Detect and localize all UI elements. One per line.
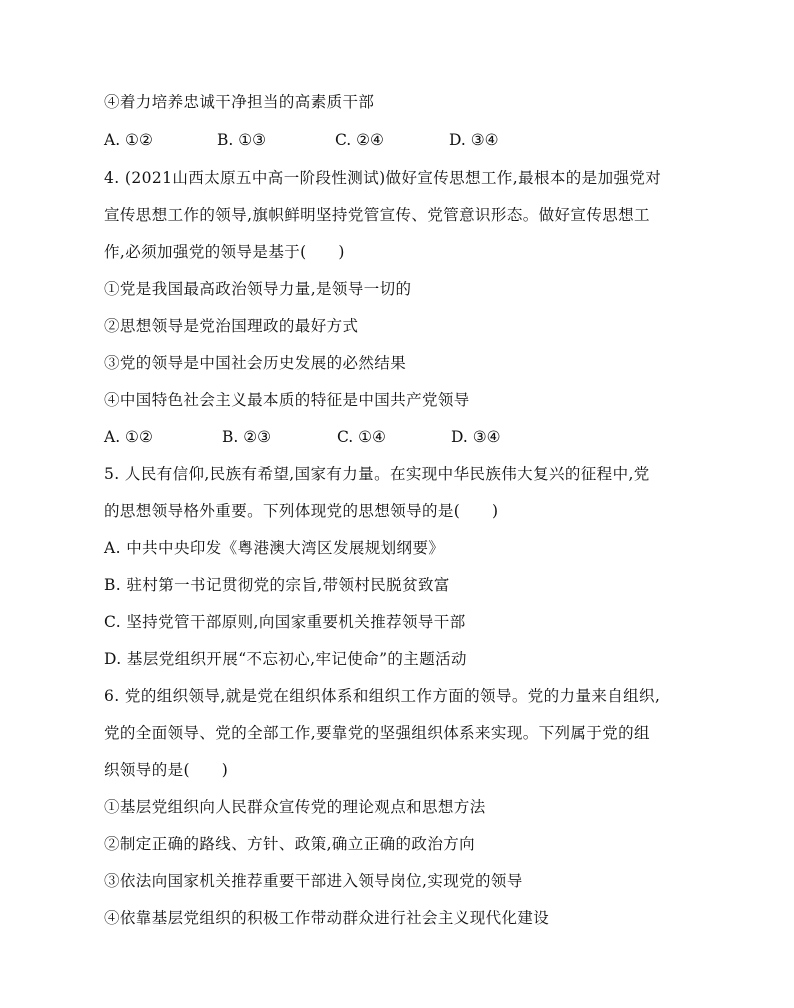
q6-item-4: ④依靠基层党组织的积极工作带动群众进行社会主义现代化建设 <box>104 909 550 927</box>
q6-stem-line-2: 党的全面领导、党的全部工作,要靠党的坚强组织体系来实现。下列属于党的组 <box>104 724 650 742</box>
q4-item-1: ①党是我国最高政治领导力量,是领导一切的 <box>104 280 412 298</box>
q5-choice-c: C. 坚持党管干部原则,向国家重要机关推荐领导干部 <box>104 613 466 631</box>
q4-option-b: B. ②③ <box>222 428 272 446</box>
q4-stem-line-1: 4. (2021山西太原五中高一阶段性测试)做好宣传思想工作,最根本的是加强党对 <box>104 169 662 187</box>
q4-stem-line-3: 作,必须加强党的领导是基于( ) <box>104 243 345 261</box>
q4-item-4: ④中国特色社会主义最本质的特征是中国共产党领导 <box>104 391 470 409</box>
q6-stem-line-3: 织领导的是( ) <box>104 761 229 779</box>
q4-item-2: ②思想领导是党治国理政的最好方式 <box>104 317 359 335</box>
q4-stem-line-2: 宣传思想工作的领导,旗帜鲜明坚持党管宣传、党管意识形态。做好宣传思想工 <box>104 206 650 224</box>
q6-stem-line-1: 6. 党的组织领导,就是党在组织体系和组织工作方面的领导。党的力量来自组织, <box>104 687 661 705</box>
q6-item-2: ②制定正确的路线、方针、政策,确立正确的政治方向 <box>104 835 476 853</box>
q5-choice-a: A. 中共中央印发《粤港澳大湾区发展规划纲要》 <box>104 539 445 557</box>
q4-item-3: ③党的领导是中国社会历史发展的必然结果 <box>104 354 407 372</box>
q4-option-a: A. ①② <box>104 428 153 446</box>
q4-option-c: C. ①④ <box>337 428 386 446</box>
q5-stem-line-1: 5. 人民有信仰,民族有希望,国家有力量。在实现中华民族伟大复兴的征程中,党 <box>104 465 650 483</box>
q3-option-a: A. ①② <box>104 131 153 149</box>
q3-option-d: D. ③④ <box>449 131 499 149</box>
q5-stem-line-2: 的思想领导格外重要。下列体现党的思想领导的是( ) <box>104 502 499 520</box>
q6-item-1: ①基层党组织向人民群众宣传党的理论观点和思想方法 <box>104 798 486 816</box>
q4-option-d: D. ③④ <box>451 428 501 446</box>
q3-item-4: ④着力培养忠诚干净担当的高素质干部 <box>104 93 375 111</box>
q6-item-3: ③依法向国家机关推荐重要干部进入领导岗位,实现党的领导 <box>104 872 523 890</box>
q3-option-c: C. ②④ <box>335 131 384 149</box>
q5-choice-b: B. 驻村第一书记贯彻党的宗旨,带领村民脱贫致富 <box>104 576 450 594</box>
q5-choice-d: D. 基层党组织开展“不忘初心,牢记使命”的主题活动 <box>104 650 467 668</box>
q3-option-b: B. ①③ <box>217 131 267 149</box>
